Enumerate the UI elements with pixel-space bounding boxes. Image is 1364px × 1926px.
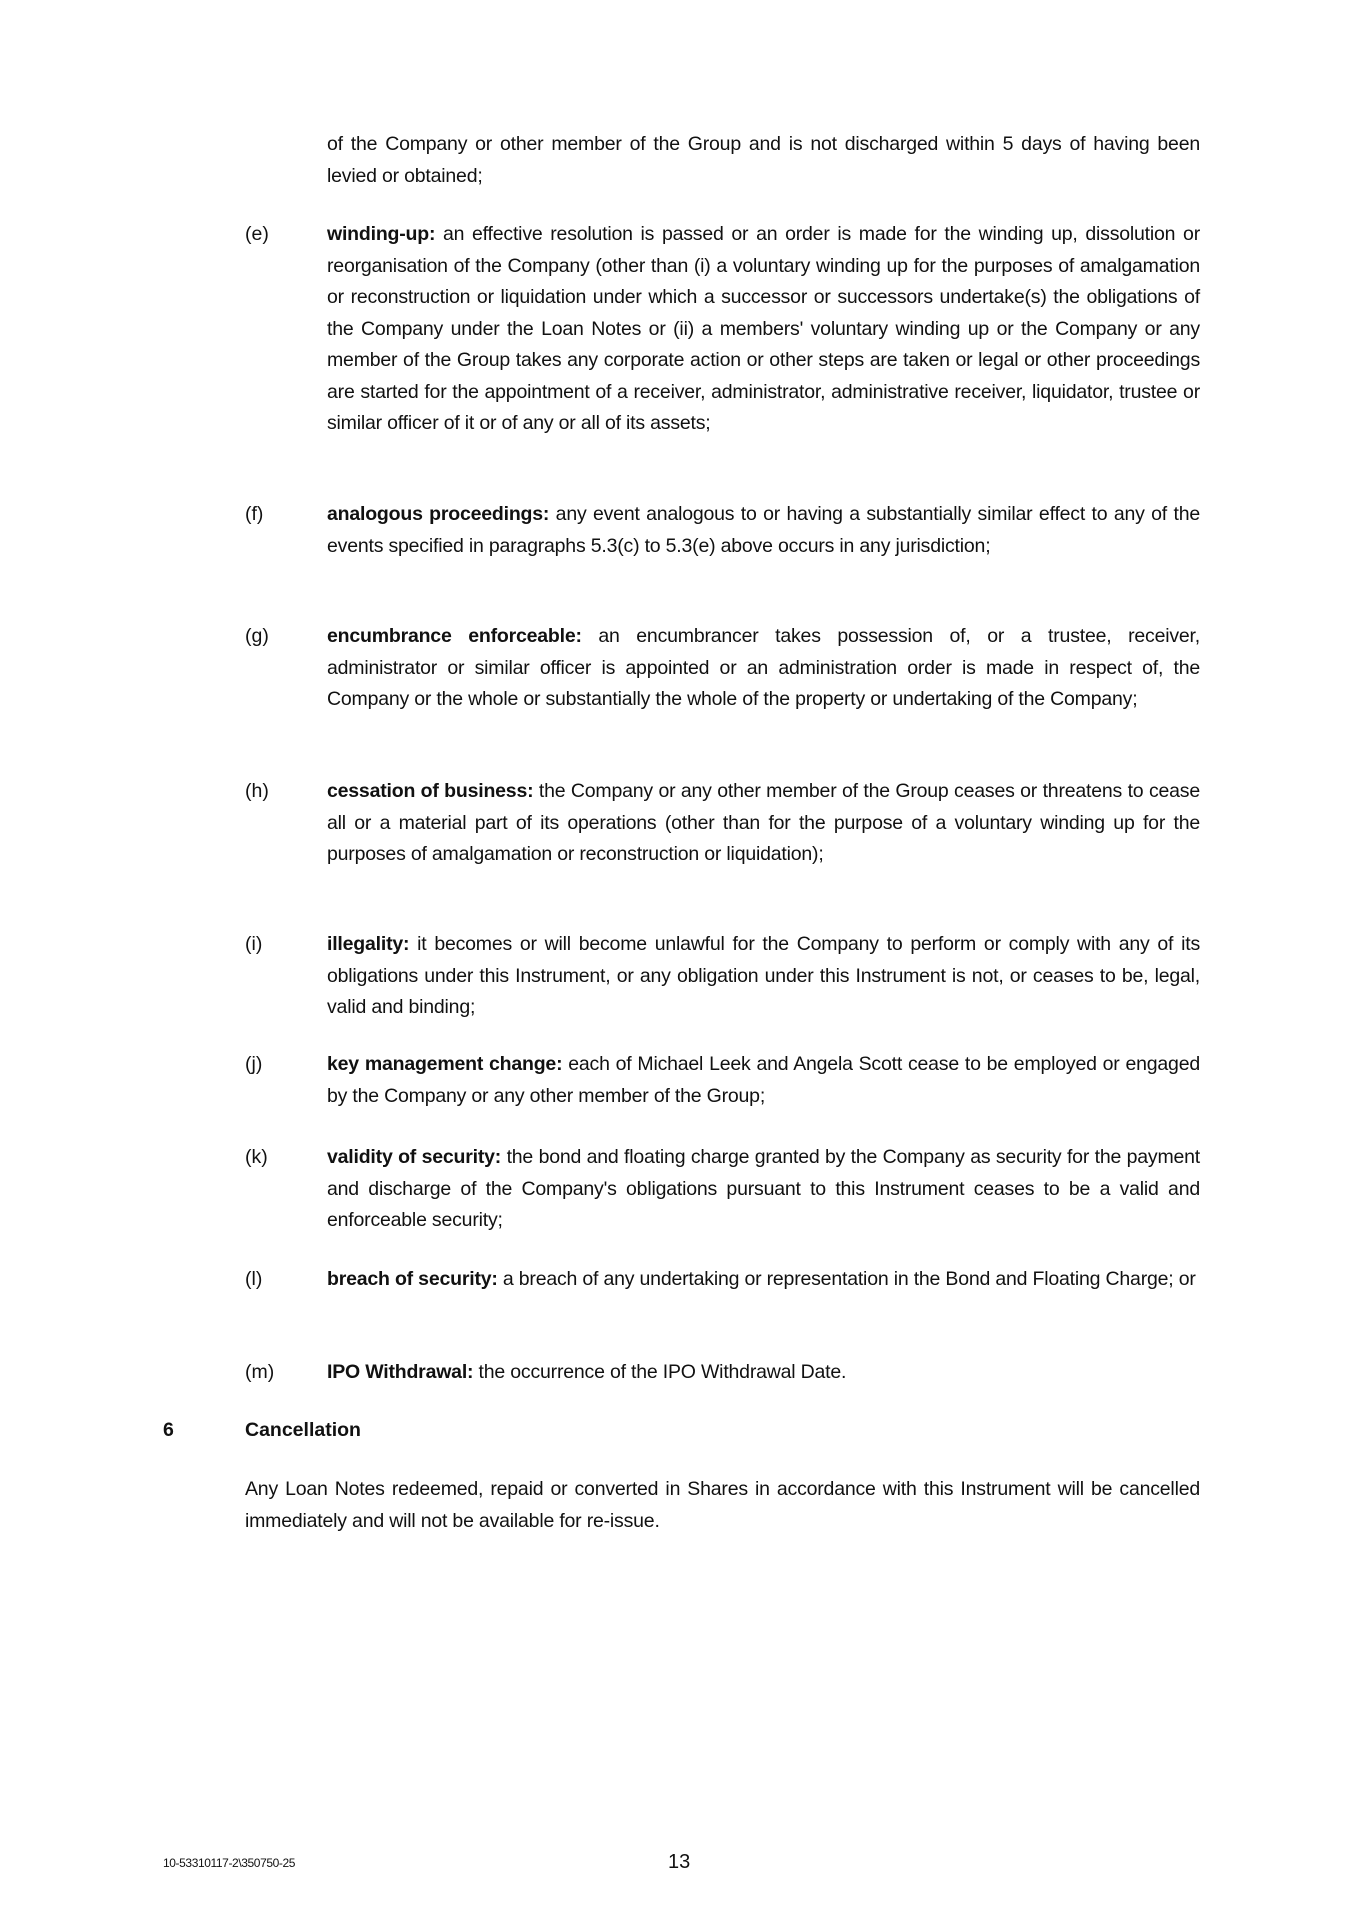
clause-ipo-withdrawal xyxy=(327,1357,1200,1389)
clause-term: IPO Withdrawal: xyxy=(327,1361,474,1383)
clause-text: each of Michael Leek and Angela Scott cease to be employed or engaged by the Company or any other member of the Group; xyxy=(327,1053,1200,1107)
clause-text: the Company or any other member of the Group ceases or threatens to cease all or a material part of its operations (other than for the purpose of a voluntary winding up for the purposes of amalgamation or reconstruction or liquidation); xyxy=(327,780,1200,865)
item-label-l: (l) xyxy=(245,1268,263,1290)
item-label-i: (i) xyxy=(245,933,263,955)
clause-cessation-of-business xyxy=(327,776,1200,871)
clause-term: validity of security: xyxy=(327,1146,502,1168)
clause-text: the occurrence of the IPO Withdrawal Date. xyxy=(473,1361,847,1383)
clause-text: an encumbrancer takes possession of, or a trustee, receiver, administrator or similar officer is appointed or an administration order is made in respect of, the Company or the whole or substantially the whole of the property or undertaking of the Company; xyxy=(327,625,1200,710)
section-number: 6 xyxy=(163,1419,174,1441)
item-label-k: (k) xyxy=(245,1146,268,1168)
clause-text: a breach of any undertaking or representation in the Bond and Floating Charge; or xyxy=(497,1268,1196,1290)
item-label-f: (f) xyxy=(245,503,264,525)
item-label-g: (g) xyxy=(245,625,269,647)
clause-term: encumbrance enforceable: xyxy=(327,625,582,647)
clause-text: the bond and floating charge granted by the Company as security for the payment and discharge of the Company's obligations pursuant to this Instrument ceases to be a valid and enforceable security; xyxy=(327,1146,1200,1231)
clause-term: illegality: xyxy=(327,933,410,955)
clause-validity-of-security xyxy=(327,1142,1200,1237)
document-reference: 10-53310117-2\350750-25 xyxy=(163,1856,296,1870)
item-label-e: (e) xyxy=(245,223,269,245)
clause-winding-up xyxy=(327,219,1200,440)
clause-breach-of-security xyxy=(327,1264,1200,1296)
section-title: Cancellation xyxy=(245,1419,361,1441)
clause-term: breach of security: xyxy=(327,1268,498,1290)
clause-term: cessation of business: xyxy=(327,780,534,802)
clause-text: an effective resolution is passed or an order is made for the winding up, dissolution or reorganisation of the Company (other than (i) a voluntary winding up for the purposes of amalgamation or reconstruction or liquidation under which a successor or successors undertake(s) the obligations of the Company under the Loan Notes or (ii) a members' voluntary winding up or the Company or any member of the Group takes any corporate action or other steps are taken or legal or other proceedings are started for the appointment of a receiver, administrator, administrative receiver, liquidator, trustee or similar officer of it or of any or all of its assets; xyxy=(327,223,1200,434)
continuation-paragraph: of the Company or other member of the Group and is not discharged within 5 days of having been levied or obtained; xyxy=(327,133,1200,187)
item-label-j: (j) xyxy=(245,1053,263,1075)
item-label-m: (m) xyxy=(245,1361,275,1383)
section-body: Any Loan Notes redeemed, repaid or converted in Shares in accordance with this Instrument will be cancelled immediately and will not be available for re-issue. xyxy=(245,1478,1200,1532)
item-label-h: (h) xyxy=(245,780,269,802)
clause-encumbrance-enforceable xyxy=(327,621,1200,716)
clause-text: any event analogous to or having a substantially similar effect to any of the events specified in paragraphs 5.3(c) to 5.3(e) above occurs in any jurisdiction; xyxy=(327,503,1200,557)
clause-illegality xyxy=(327,929,1200,1024)
clause-analogous-proceedings xyxy=(327,499,1200,562)
clause-key-management-change xyxy=(327,1049,1200,1112)
clause-term: winding-up: xyxy=(327,223,436,245)
clause-term: analogous proceedings: xyxy=(327,503,550,525)
page-number: 13 xyxy=(668,1851,691,1873)
clause-term: key management change: xyxy=(327,1053,563,1075)
clause-text: it becomes or will become unlawful for the Company to perform or comply with any of its obligations under this Instrument, or any obligation under this Instrument is not, or ceases to be, legal, valid and binding; xyxy=(327,933,1200,1018)
